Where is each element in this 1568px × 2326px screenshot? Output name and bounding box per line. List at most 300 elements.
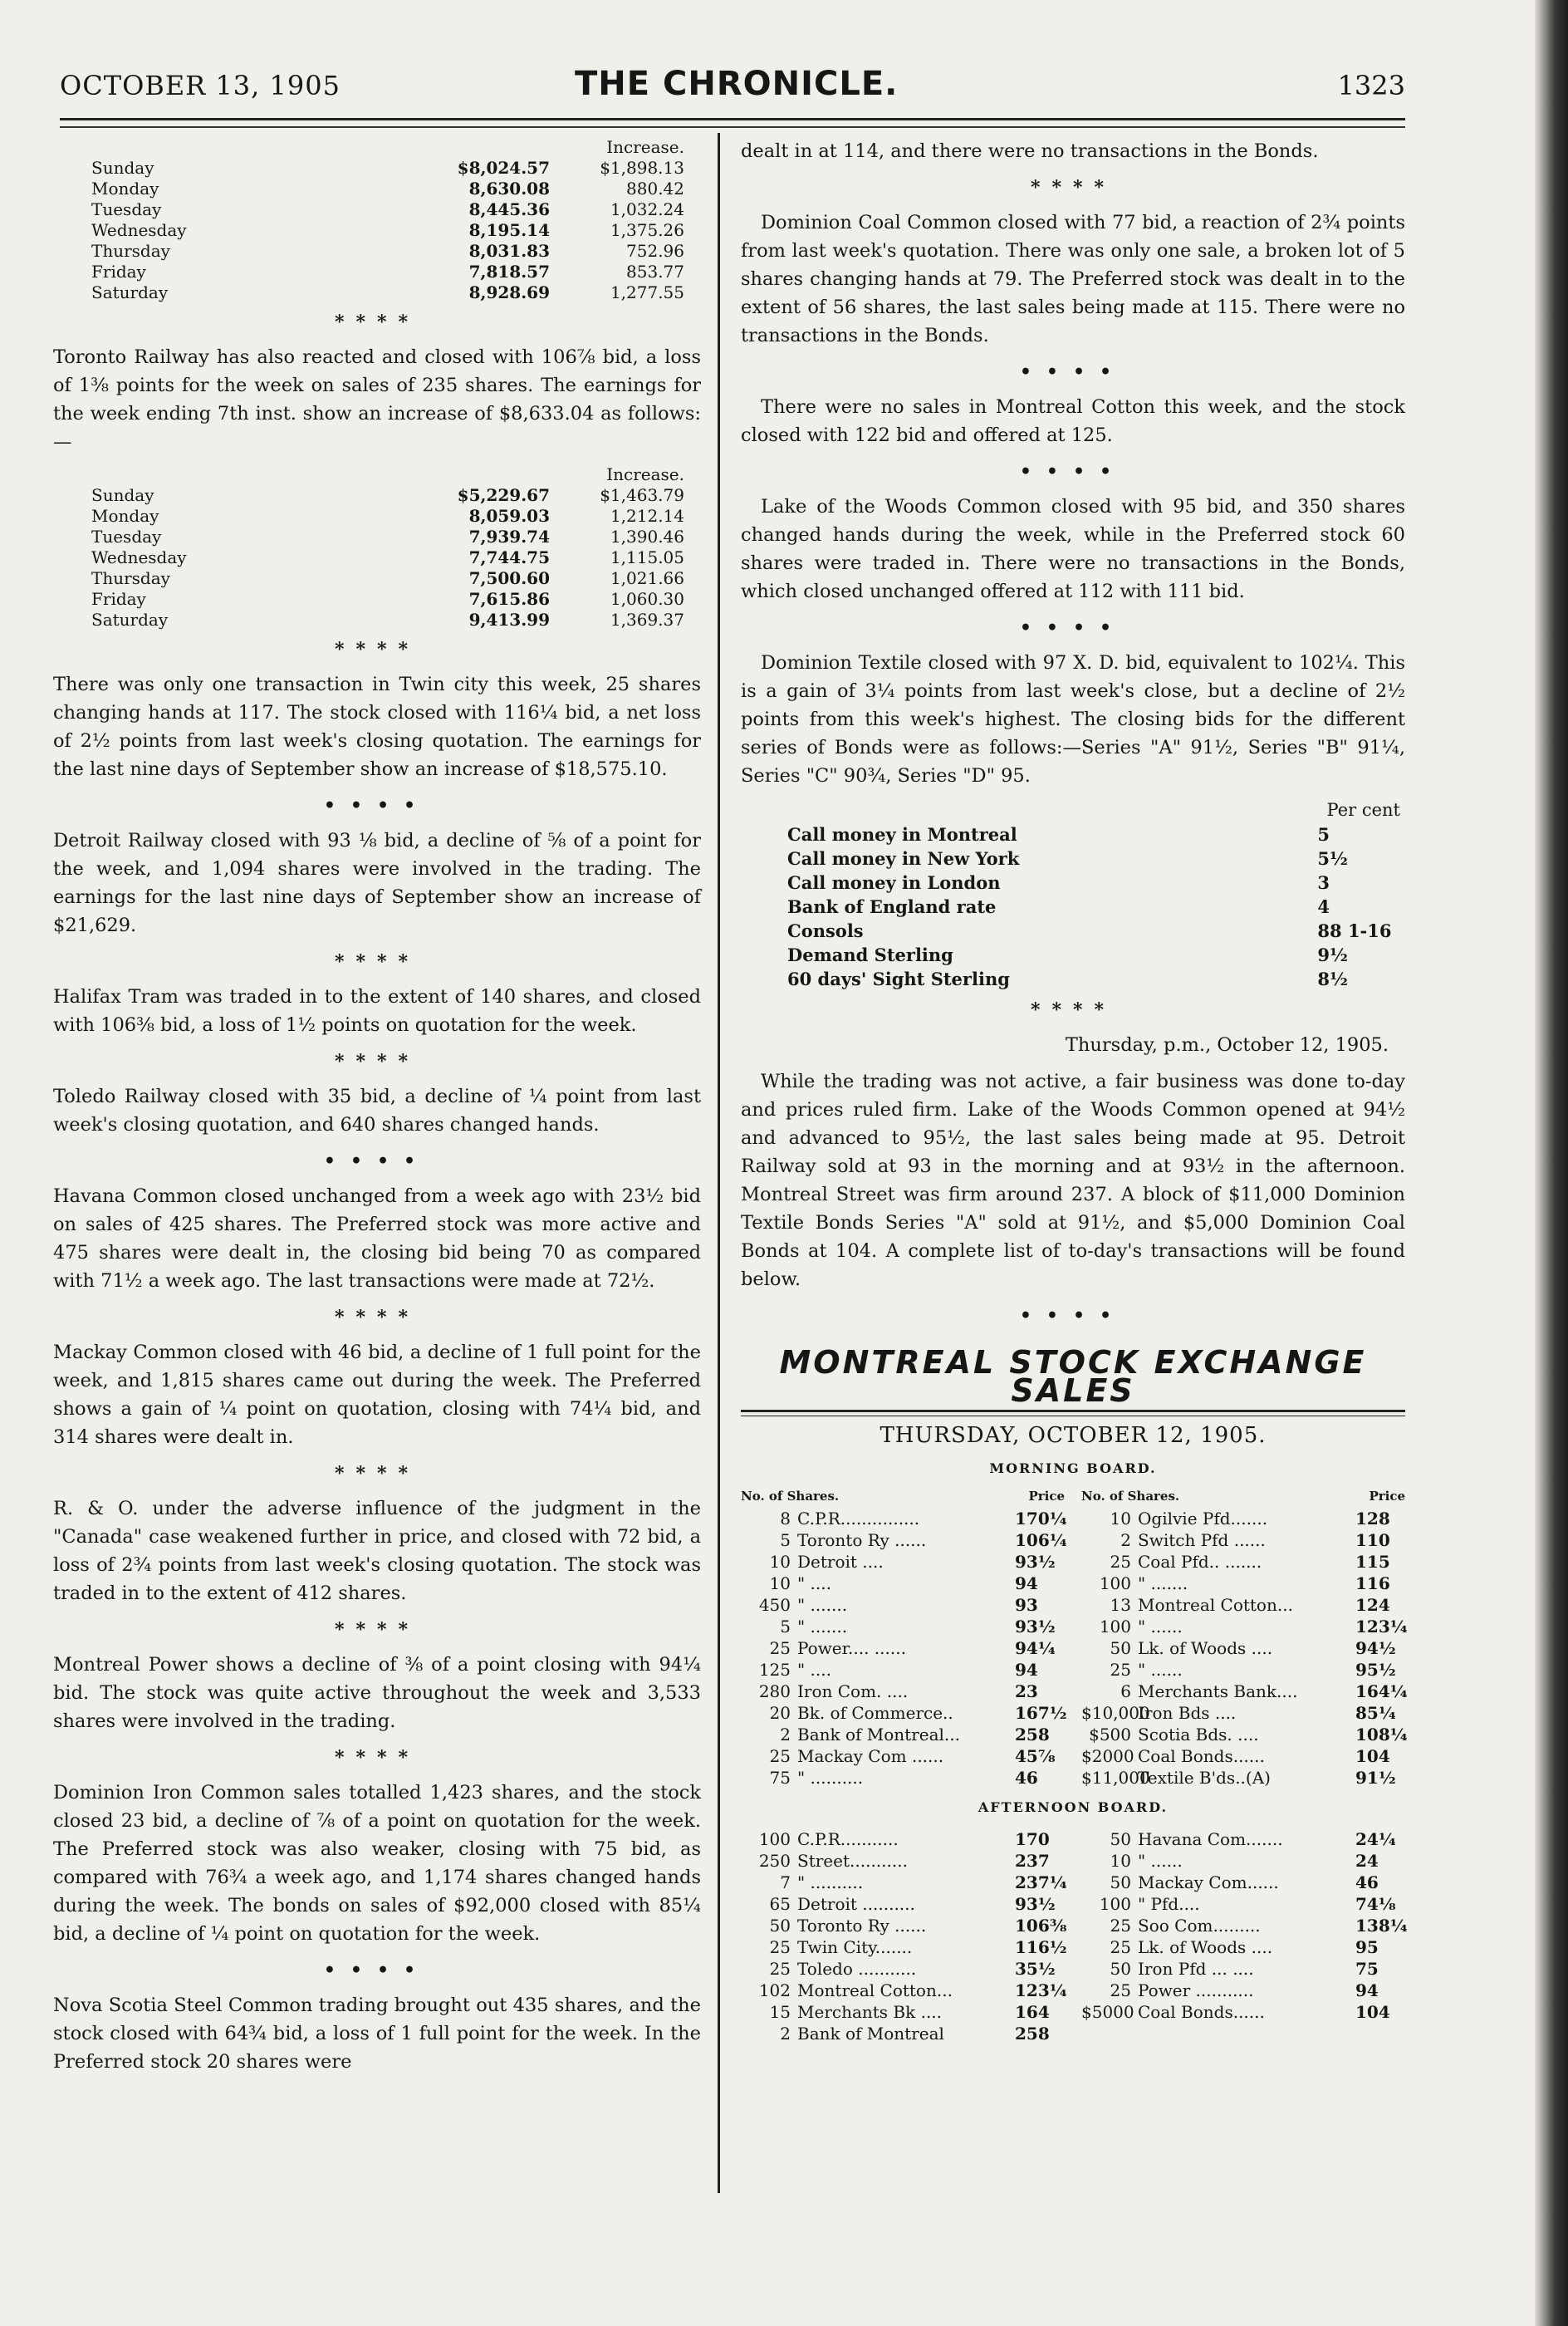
sale-quantity: 25: [1110, 1916, 1131, 1936]
sale-stock: Soo Com.........: [1138, 1916, 1261, 1936]
earnings-amount: 9,413.99: [468, 610, 550, 630]
sale-row: [1081, 1850, 1405, 1872]
sale-row: [741, 1616, 1065, 1637]
sale-row: [741, 1702, 1065, 1724]
right-column: [741, 137, 1408, 2044]
sale-row: [1081, 1936, 1405, 1958]
sale-quantity: 250: [758, 1851, 791, 1871]
column-divider: [718, 133, 720, 2193]
day-label: Friday: [91, 262, 146, 282]
day-label: Monday: [91, 179, 159, 199]
earnings-increase: 1,060.30: [610, 589, 684, 609]
money-rate-row: [782, 967, 1405, 991]
day-label: Saturday: [91, 282, 169, 302]
sale-row: [741, 1637, 1065, 1659]
sale-price: 93: [1015, 1595, 1038, 1615]
sale-row: [1081, 1637, 1405, 1659]
sale-stock: Power ...........: [1138, 1980, 1254, 2000]
price-header: Price: [1028, 1489, 1065, 1504]
sale-price: 237: [1015, 1851, 1050, 1871]
sale-stock: Coal Bonds......: [1138, 1746, 1265, 1766]
article-dominion-textile: Dominion Textile closed with 97 X. D. bid, equivalent to 102¼. This is a gain of 3¼ points from last week's close, but a decline of 2½ points from this week's highest. The closing bids for the different series of Bonds were as follows:—Series "A" 91½, Series "B" 91¼, Series "C" 90¾, Series "D" 95.: [741, 652, 1405, 787]
sale-stock: " ......: [1138, 1617, 1183, 1637]
earnings-increase: 853.77: [626, 262, 684, 282]
sale-row: [741, 1828, 1065, 1850]
rate-label: Consols: [787, 920, 864, 941]
sale-stock: " ....: [797, 1573, 831, 1593]
section-separator: ••••: [1019, 461, 1127, 483]
sale-quantity: 75: [769, 1768, 791, 1788]
sale-stock: Lk. of Woods ....: [1138, 1638, 1273, 1658]
sale-price: 23: [1015, 1681, 1038, 1701]
sale-stock: Mackay Com......: [1138, 1872, 1279, 1892]
earnings-amount: 7,939.74: [468, 527, 550, 547]
sale-stock: Iron Pfd ... ....: [1138, 1959, 1254, 1979]
sale-row: [1081, 1681, 1408, 1702]
sale-stock: Merchants Bk ....: [797, 2002, 943, 2022]
sale-stock: " Pfd....: [1138, 1894, 1200, 1914]
sale-price: 258: [1015, 1725, 1050, 1744]
earnings-row: [86, 506, 689, 527]
rate-value: 4: [1317, 896, 1330, 917]
article-montreal-cotton: There were no sales in Montreal Cotton this week, and the stock closed with 122 bid and offered at 125.: [741, 396, 1405, 446]
day-label: Wednesday: [91, 547, 187, 567]
sale-row: [741, 1659, 1065, 1681]
article-toledo-railway: Toledo Railway closed with 35 bid, a decline of ¼ point from last week's closing quotation, and 640 shares changed hands.: [53, 1086, 701, 1136]
sale-price: 106¼: [1015, 1530, 1067, 1550]
sale-quantity: 50: [1110, 1959, 1131, 1979]
sale-row: [741, 1936, 1065, 1958]
sale-quantity: 50: [769, 1916, 791, 1936]
sale-price: 124: [1355, 1595, 1390, 1615]
page-header: [60, 65, 1405, 106]
earnings-row: [86, 199, 689, 220]
sale-stock: Merchants Bank....: [1138, 1681, 1298, 1701]
rate-label: Call money in New York: [787, 848, 1020, 869]
sale-row: [741, 1872, 1065, 1893]
sale-price: 164: [1015, 2002, 1050, 2022]
sale-row: [741, 1893, 1065, 1915]
earnings-row: [86, 589, 689, 610]
sale-quantity: 65: [769, 1894, 791, 1914]
sale-price: 116: [1355, 1573, 1390, 1593]
sale-row: [1081, 1659, 1405, 1681]
sale-quantity: 50: [1110, 1829, 1131, 1849]
article-dominion-coal: Dominion Coal Common closed with 77 bid, a reaction of 2¾ points from last week's quotation. There was only one sale, a broken lot of 5 shares changing hands at 79. The Preferred stock was dealt in to the extent of 56 shares, the last sales being made at 115. There were no transactions in the Bonds.: [741, 212, 1405, 346]
day-label: Saturday: [91, 610, 169, 630]
shares-header: No. of Shares.: [1081, 1489, 1180, 1504]
sale-price: 170: [1015, 1829, 1050, 1849]
sale-price: 128: [1355, 1509, 1390, 1529]
sale-quantity: 10: [1110, 1851, 1131, 1871]
sale-stock: Toronto Ry ......: [797, 1916, 927, 1936]
rate-label: Demand Sterling: [787, 945, 953, 965]
sale-quantity: 50: [1110, 1872, 1131, 1892]
day-label: Thursday: [91, 241, 170, 261]
sale-price: 35½: [1015, 1959, 1056, 1979]
sale-price: 106⅜: [1015, 1916, 1067, 1936]
day-label: Tuesday: [91, 527, 162, 547]
issue-date: OCTOBER 13, 1905: [60, 70, 341, 101]
sale-row: [1081, 1508, 1405, 1529]
sale-quantity: 25: [1110, 1660, 1131, 1680]
earnings-amount: $8,024.57: [457, 158, 550, 178]
sale-quantity: 25: [1110, 1937, 1131, 1957]
earnings-amount: 8,195.14: [468, 220, 550, 240]
sale-row: [741, 2001, 1065, 2023]
sale-price: 95: [1355, 1937, 1379, 1957]
sale-quantity: 450: [758, 1595, 791, 1615]
sale-row: [741, 1850, 1065, 1872]
sale-price: 46: [1355, 1872, 1379, 1892]
per-cent-header: Per cent: [1326, 800, 1400, 820]
sale-price: 93½: [1015, 1617, 1056, 1637]
rate-value: 5½: [1317, 848, 1348, 869]
sale-row: [741, 1958, 1065, 1980]
earnings-row: [86, 568, 689, 589]
earnings-amount: 7,818.57: [468, 262, 550, 282]
sale-stock: Textile B'ds..(A): [1138, 1768, 1271, 1788]
earnings-amount: 8,630.08: [468, 179, 550, 199]
section-separator: ****: [1030, 999, 1116, 1021]
earnings-increase: 1,369.37: [610, 610, 684, 630]
sale-stock: Bank of Montreal: [797, 2024, 944, 2044]
sale-stock: " ....: [797, 1660, 831, 1680]
sale-row: [741, 1681, 1065, 1702]
sale-quantity: $2000: [1081, 1746, 1134, 1766]
sale-stock: Mackay Com ......: [797, 1746, 944, 1766]
sale-row: [1081, 1529, 1405, 1551]
day-label: Sunday: [91, 158, 154, 178]
sale-quantity: $5000: [1081, 2002, 1134, 2022]
sale-price: 94: [1015, 1573, 1038, 1593]
section-separator: ••••: [1019, 617, 1127, 639]
section-separator: ••••: [1019, 1305, 1127, 1327]
sale-row: [1081, 1594, 1405, 1616]
sale-quantity: $500: [1089, 1725, 1131, 1744]
sale-stock: " .......: [797, 1617, 848, 1637]
day-label: Sunday: [91, 485, 154, 505]
sale-quantity: 8: [780, 1509, 791, 1529]
sale-stock: Switch Pfd ......: [1138, 1530, 1266, 1550]
sale-row: [1081, 1551, 1405, 1573]
rate-value: 8½: [1317, 969, 1348, 989]
section-separator: ****: [334, 1051, 420, 1072]
sale-stock: Coal Pfd.. .......: [1138, 1552, 1262, 1572]
sale-stock: " .......: [1138, 1573, 1188, 1593]
sale-price: 138¼: [1355, 1916, 1408, 1936]
morning-left-list: [741, 1489, 1065, 1789]
sale-quantity: 102: [758, 1980, 791, 2000]
sale-row: [741, 1573, 1065, 1594]
article-dominion-iron: Dominion Iron Common sales totalled 1,423 shares, and the stock closed 23 bid, a decline of ⅞ of a point on quotation for the week. The Preferred stock was also weaker, closing with 75 bid, as compared with 76¾ a week ago, and 1,174 shares changed hands during the week. The bonds on sales of $92,000 closed with 85¼ bid, a decline of ¼ point on quotation for the week.: [53, 1782, 701, 1945]
sale-row: [741, 2023, 1065, 2044]
sale-stock: Toronto Ry ......: [797, 1530, 927, 1550]
sale-stock: Toledo ...........: [797, 1959, 917, 1979]
earnings-amount: 8,031.83: [468, 241, 550, 261]
sale-row: [1081, 1745, 1405, 1767]
earnings-amount: 7,500.60: [468, 568, 550, 588]
earnings-increase: 1,277.55: [610, 282, 684, 302]
sale-quantity: 25: [769, 1959, 791, 1979]
sale-row: [1081, 1702, 1405, 1724]
article-montreal-power: Montreal Power shows a decline of ⅜ of a point closing with 94¼ bid. The stock was quite active throughout the week and 3,533 shares were involved in the trading.: [53, 1654, 701, 1732]
day-label: Thursday: [91, 568, 170, 588]
afternoon-right-list: [1081, 1828, 1408, 2044]
section-separator: ****: [334, 1619, 420, 1641]
money-rate-row: [782, 846, 1405, 871]
article-detroit-railway: Detroit Railway closed with 93 ⅛ bid, a decline of ⅝ of a point for the week, and 1,094 shares were involved in the trading. The earnings for the last nine days of September show an increase of $21,629.: [53, 830, 701, 936]
earnings-amount: 7,744.75: [468, 547, 550, 567]
earnings-amount: 7,615.86: [468, 589, 550, 609]
sale-price: 45⅞: [1015, 1746, 1056, 1766]
earnings-table-1: [86, 137, 689, 303]
rate-value: 88 1-16: [1317, 920, 1392, 941]
sale-price: 170¼: [1015, 1509, 1067, 1529]
sale-price: 93½: [1015, 1552, 1056, 1572]
sale-quantity: 7: [780, 1872, 791, 1892]
sale-row: [1081, 1828, 1405, 1850]
sale-price: 91½: [1355, 1768, 1396, 1788]
sale-quantity: 2: [1120, 1530, 1131, 1550]
sale-row: [741, 1529, 1065, 1551]
sale-quantity: 25: [769, 1638, 791, 1658]
sale-stock: Ogilvie Pfd.......: [1138, 1509, 1268, 1529]
sale-quantity: 10: [769, 1552, 791, 1572]
sale-quantity: 100: [1099, 1573, 1131, 1593]
sale-row: [1081, 1980, 1405, 2001]
sale-price: 94: [1015, 1660, 1038, 1680]
sale-quantity: 5: [780, 1530, 791, 1550]
rate-value: 9½: [1317, 945, 1348, 965]
sale-price: 258: [1015, 2024, 1050, 2044]
sale-stock: C.P.R...........: [797, 1829, 899, 1849]
sale-row: [1081, 1915, 1408, 1936]
earnings-row: [86, 547, 689, 568]
article-thursday-trading: While the trading was not active, a fair business was done to-day and prices ruled firm. Lake of the Woods Common opened at 94½ and advanced to 95½, the last sales being made at 95. Detroit Railway sold at 93 in the morning and at 93½ in the afternoon. Montreal Street was firm around 237. A block of $11,000 Dominion Textile Bonds Series "A" sold at 91½, and $5,000 Dominion Coal Bonds at 104. A complete list of to-day's transactions will be found below.: [741, 1071, 1405, 1290]
sale-row: [1081, 1767, 1405, 1789]
sale-stock: C.P.R...............: [797, 1509, 920, 1529]
day-label: Friday: [91, 589, 146, 609]
sale-stock: Twin City.......: [797, 1937, 913, 1957]
afternoon-board-sales: [741, 1828, 1408, 2044]
article-halifax-tram: Halifax Tram was traded in to the extent of 140 shares, and closed with 106⅜ bid, a loss of 1½ points on quotation for the week.: [53, 986, 701, 1036]
sale-price: 94: [1355, 1980, 1379, 2000]
sale-stock: Havana Com.......: [1138, 1829, 1283, 1849]
header-rule-thin: [60, 126, 1405, 128]
article-nova-scotia-steel: Nova Scotia Steel Common trading brought out 435 shares, and the stock closed with 64¾ bid, a loss of 1 full point for the week. In the Preferred stock 20 shares were: [53, 1995, 701, 2073]
sale-quantity: 15: [769, 2002, 791, 2022]
earnings-row: [86, 220, 689, 241]
scan-edge-shadow: [1535, 0, 1568, 2326]
sale-row: [741, 1915, 1065, 1936]
morning-board-title: MORNING BOARD.: [989, 1460, 1157, 1476]
sale-quantity: 10: [1110, 1509, 1131, 1529]
sale-stock: Bank of Montreal...: [797, 1725, 961, 1744]
earnings-increase: 880.42: [626, 179, 684, 199]
sale-stock: Coal Bonds......: [1138, 2002, 1265, 2022]
exchange-sales-title: MONTREAL STOCK EXCHANGE SALES: [779, 1344, 1367, 1409]
sale-stock: Detroit ..........: [797, 1894, 915, 1914]
sale-price: 167½: [1015, 1703, 1067, 1723]
sale-price: 123¼: [1355, 1617, 1408, 1637]
sale-price: 237¼: [1015, 1872, 1067, 1892]
sale-row: [741, 1594, 1065, 1616]
section-separator: ****: [1030, 177, 1116, 199]
section-separator: ••••: [323, 795, 431, 817]
money-rate-row: [782, 919, 1405, 943]
earnings-row: [86, 282, 689, 303]
section-separator: ••••: [323, 1960, 431, 1981]
article-toronto-railway: Toronto Railway has also reacted and closed with 106⅞ bid, a loss of 1⅜ points for the week on sales of 235 shares. The earnings for the week ending 7th inst. show an increase of $8,633.04 as follows:—: [53, 346, 701, 453]
sale-quantity: 280: [758, 1681, 791, 1701]
sale-price: 104: [1355, 2002, 1390, 2022]
article-mackay-common: Mackay Common closed with 46 bid, a decline of 1 full point for the week, and 1,815 shares came out during the week. The Preferred shows a gain of ¼ point on quotation, closing with 74¼ bid, and 314 shares were dealt in.: [53, 1342, 701, 1448]
day-label: Wednesday: [91, 220, 187, 240]
section-separator: ****: [334, 312, 420, 333]
sale-price: 94¼: [1015, 1638, 1056, 1658]
sale-price: 93½: [1015, 1894, 1056, 1914]
sale-row: [1081, 1872, 1405, 1893]
sale-price: 123¼: [1015, 1980, 1067, 2000]
sale-row: [741, 1745, 1065, 1767]
sale-stock: Iron Bds ....: [1138, 1703, 1237, 1723]
sale-stock: " ......: [1138, 1851, 1183, 1871]
day-label: Monday: [91, 506, 159, 526]
sale-quantity: 25: [1110, 1980, 1131, 2000]
price-header: Price: [1369, 1489, 1405, 1504]
article-continuation: dealt in at 114, and there were no transactions in the Bonds.: [741, 140, 1319, 162]
earnings-increase: $1,898.13: [600, 158, 684, 178]
earnings-increase: 1,212.14: [610, 506, 684, 526]
earnings-amount: 8,445.36: [468, 199, 550, 219]
earnings-row: [86, 158, 689, 179]
sale-quantity: 25: [769, 1746, 791, 1766]
sale-price: 24¼: [1355, 1829, 1396, 1849]
sale-stock: " .......: [797, 1595, 848, 1615]
section-separator: ****: [334, 1463, 420, 1484]
sale-row: [1081, 1724, 1408, 1745]
sale-stock: Scotia Bds. ....: [1138, 1725, 1259, 1744]
column-header: [1081, 1489, 1405, 1503]
sale-stock: Detroit ....: [797, 1552, 884, 1572]
sale-quantity: $10,000: [1081, 1703, 1150, 1723]
sale-quantity: 125: [758, 1660, 791, 1680]
sale-price: 85¼: [1355, 1703, 1396, 1723]
money-rate-row: [782, 871, 1405, 895]
sale-row: [741, 1551, 1065, 1573]
article-r-and-o: R. & O. under the adverse influence of the judgment in the "Canada" case weakened further in price, and closed with 72 bid, a loss of 2¾ points from last week's closing quotation. The stock was traded in to the extent of 412 shares.: [53, 1498, 701, 1604]
money-rate-row: [782, 895, 1405, 919]
money-rate-row: [782, 822, 1405, 846]
sale-price: 164¼: [1355, 1681, 1408, 1701]
section-separator: ****: [334, 951, 420, 973]
sale-price: 94½: [1355, 1638, 1396, 1658]
sale-quantity: 13: [1110, 1595, 1131, 1615]
sale-row: [1081, 1958, 1405, 1980]
sale-quantity: 5: [780, 1617, 791, 1637]
rate-value: 5: [1317, 824, 1330, 845]
increase-header: Increase.: [606, 464, 684, 484]
publication-title: THE CHRONICLE.: [575, 65, 899, 103]
earnings-row: [86, 610, 689, 631]
sale-quantity: 20: [769, 1703, 791, 1723]
article-twin-city: There was only one transaction in Twin city this week, 25 shares changing hands at 117. The stock closed with 116¼ bid, a net loss of 2½ points from last week's closing quotation. The earnings for the last nine days of September show an increase of $18,575.10.: [53, 674, 701, 780]
sale-quantity: 6: [1120, 1681, 1131, 1701]
day-label: Tuesday: [91, 199, 162, 219]
sale-quantity: 25: [1110, 1552, 1131, 1572]
sale-price: 75: [1355, 1959, 1379, 1979]
earnings-increase: $1,463.79: [600, 485, 684, 505]
sale-row: [1081, 1573, 1405, 1594]
earnings-amount: 8,059.03: [468, 506, 550, 526]
earnings-amount: 8,928.69: [468, 282, 550, 302]
sale-price: 74⅛: [1355, 1894, 1396, 1914]
column-header: [741, 1489, 1065, 1503]
earnings-increase: 1,390.46: [610, 527, 684, 547]
section-separator: ****: [334, 1307, 420, 1328]
sale-price: 115: [1355, 1552, 1390, 1572]
rate-value: 3: [1317, 872, 1330, 893]
sale-row: [741, 1767, 1065, 1789]
earnings-table-2: [86, 464, 689, 631]
earnings-row: [86, 179, 689, 199]
rate-label: Bank of England rate: [787, 896, 997, 917]
sale-row: [741, 1508, 1065, 1529]
sale-quantity: 2: [780, 1725, 791, 1744]
sale-row: [741, 1980, 1065, 2001]
morning-right-list: [1081, 1489, 1408, 1789]
earnings-increase: 752.96: [626, 241, 684, 261]
section-separator: ****: [334, 639, 420, 660]
sale-price: 108¼: [1355, 1725, 1408, 1744]
sale-stock: Power.... ......: [797, 1638, 906, 1658]
earnings-row: [86, 262, 689, 282]
section-separator: ****: [334, 1747, 420, 1769]
dateline: Thursday, p.m., October 12, 1905.: [1065, 1034, 1389, 1056]
earnings-increase: 1,021.66: [610, 568, 684, 588]
header-rule: [60, 118, 1405, 120]
sale-quantity: 10: [769, 1573, 791, 1593]
sale-price: 104: [1355, 1746, 1390, 1766]
sale-stock: " ..........: [797, 1768, 864, 1788]
money-rate-row: [782, 943, 1405, 967]
sale-row: [1081, 2001, 1405, 2023]
rate-label: Call money in London: [787, 872, 1001, 893]
sale-quantity: $11,000: [1081, 1768, 1150, 1788]
article-havana-common: Havana Common closed unchanged from a week ago with 23½ bid on sales of 425 shares. The Preferred stock was more active and 475 shares were dealt in, the closing bid being 70 as compared with 71½ a week ago. The last transactions were made at 72½.: [53, 1185, 701, 1292]
sale-stock: Montreal Cotton...: [797, 1980, 953, 2000]
earnings-increase: 1,115.05: [610, 547, 684, 567]
sale-quantity: 100: [1099, 1617, 1131, 1637]
sale-price: 24: [1355, 1851, 1379, 1871]
sale-quantity: 50: [1110, 1638, 1131, 1658]
sale-quantity: 100: [1099, 1894, 1131, 1914]
morning-board-sales: [741, 1489, 1408, 1789]
section-separator: ••••: [1019, 361, 1127, 383]
sale-stock: Lk. of Woods ....: [1138, 1937, 1273, 1957]
sale-quantity: 25: [769, 1937, 791, 1957]
section-separator: ••••: [323, 1151, 431, 1172]
exchange-date: THURSDAY, OCTOBER 12, 1905.: [880, 1423, 1267, 1448]
sale-price: 46: [1015, 1768, 1038, 1788]
earnings-increase: 1,375.26: [610, 220, 684, 240]
sale-stock: " ......: [1138, 1660, 1183, 1680]
rate-label: Call money in Montreal: [787, 824, 1017, 845]
earnings-row: [86, 241, 689, 262]
money-rates-table: [782, 798, 1405, 991]
shares-header: No. of Shares.: [741, 1489, 840, 1504]
